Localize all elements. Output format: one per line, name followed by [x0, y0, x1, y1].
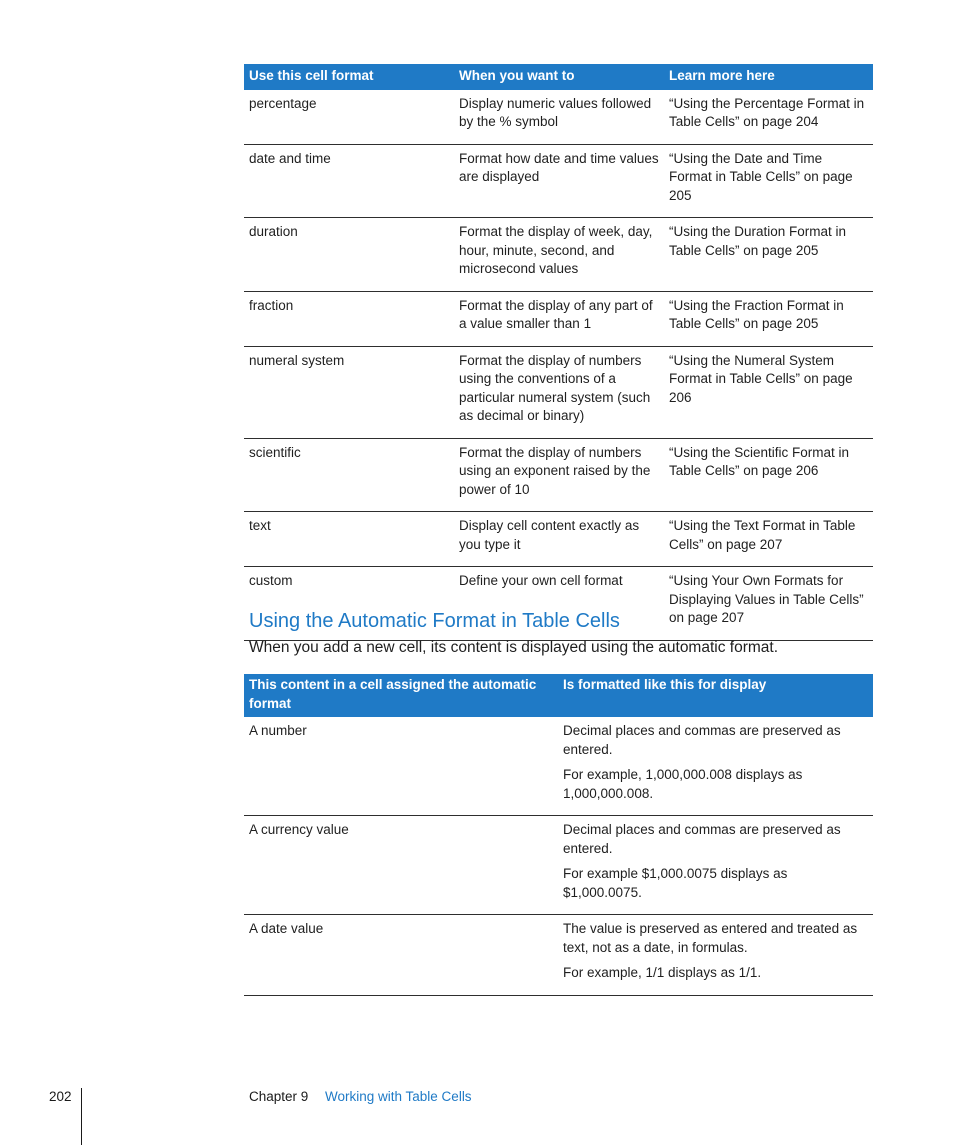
section-heading: Using the Automatic Format in Table Cells — [249, 610, 620, 632]
format-purpose-cell: Display numeric values followed by the % symbol — [454, 90, 664, 145]
format-name-cell: date and time — [244, 144, 454, 218]
chapter-label: Chapter 9 — [249, 1089, 309, 1104]
format-name-cell: percentage — [244, 90, 454, 145]
section-intro: When you add a new cell, its content is displayed using the automatic format. — [249, 639, 779, 656]
display-example: For example, 1,000,000.008 displays as 1,000,000.008. — [563, 767, 803, 801]
format-reference-cell: “Using the Percentage Format in Table Cells” on page 204 — [664, 90, 873, 145]
display-example: For example, 1/1 displays as 1/1. — [563, 965, 762, 980]
format-purpose-cell: Format how date and time values are displayed — [454, 144, 664, 218]
table-row — [244, 144, 873, 218]
chapter-title-link[interactable]: Working with Table Cells — [325, 1089, 472, 1104]
column-header-display: Is formatted like this for display — [558, 674, 873, 717]
table-row — [244, 717, 873, 816]
display-example: For example $1,000.0075 displays as $1,000.0075. — [563, 866, 788, 900]
format-purpose-cell: Display cell content exactly as you type it — [454, 512, 664, 567]
table-row — [244, 291, 873, 346]
format-reference-cell: “Using the Scientific Format in Table Cells” on page 206 — [664, 438, 873, 512]
column-header-reference: Learn more here — [664, 64, 873, 90]
content-type-cell: A number — [244, 717, 558, 816]
cell-formats-table — [244, 64, 873, 641]
display-description-cell — [558, 816, 873, 915]
format-purpose-cell: Format the display of numbers using the conventions of a particular numeral system (such as decimal or binary) — [454, 346, 664, 438]
column-header-format: Use this cell format — [244, 64, 454, 90]
format-reference-cell: “Using the Numeral System Format in Table Cells” on page 206 — [664, 346, 873, 438]
format-name-cell: text — [244, 512, 454, 567]
format-name-cell: custom — [244, 567, 454, 641]
format-purpose-cell: Format the display of any part of a value smaller than 1 — [454, 291, 664, 346]
table-row — [244, 512, 873, 567]
table-row — [244, 915, 873, 996]
format-purpose-cell: Format the display of week, day, hour, minute, second, and microsecond values — [454, 218, 664, 292]
format-reference-cell: “Using the Text Format in Table Cells” on page 207 — [664, 512, 873, 567]
table-row — [244, 218, 873, 292]
format-reference-cell: “Using the Duration Format in Table Cells” on page 205 — [664, 218, 873, 292]
table-row — [244, 438, 873, 512]
table-row — [244, 90, 873, 145]
display-rule: Decimal places and commas are preserved as entered. — [563, 723, 841, 757]
content-type-cell: A currency value — [244, 816, 558, 915]
format-name-cell: scientific — [244, 438, 454, 512]
format-reference-cell: “Using Your Own Formats for Displaying Values in Table Cells” on page 207 — [664, 567, 873, 641]
content-type-cell: A date value — [244, 915, 558, 996]
table-row — [244, 346, 873, 438]
table-header-row — [244, 64, 873, 90]
page-number: 202 — [49, 1089, 72, 1104]
table-header-row — [244, 674, 873, 717]
display-rule: The value is preserved as entered and treated as text, not as a date, in formulas. — [563, 921, 858, 955]
format-purpose-cell: Define your own cell format — [454, 567, 664, 641]
format-name-cell: fraction — [244, 291, 454, 346]
format-purpose-cell: Format the display of numbers using an exponent raised by the power of 10 — [454, 438, 664, 512]
table-row — [244, 816, 873, 915]
column-header-content: This content in a cell assigned the automatic format — [244, 674, 558, 717]
display-description-cell — [558, 915, 873, 996]
format-name-cell: duration — [244, 218, 454, 292]
footer-divider — [81, 1088, 82, 1145]
column-header-purpose: When you want to — [454, 64, 664, 90]
automatic-format-table — [244, 674, 873, 996]
format-name-cell: numeral system — [244, 346, 454, 438]
format-reference-cell: “Using the Fraction Format in Table Cells” on page 205 — [664, 291, 873, 346]
display-rule: Decimal places and commas are preserved as entered. — [563, 822, 841, 856]
display-description-cell — [558, 717, 873, 816]
format-reference-cell: “Using the Date and Time Format in Table Cells” on page 205 — [664, 144, 873, 218]
